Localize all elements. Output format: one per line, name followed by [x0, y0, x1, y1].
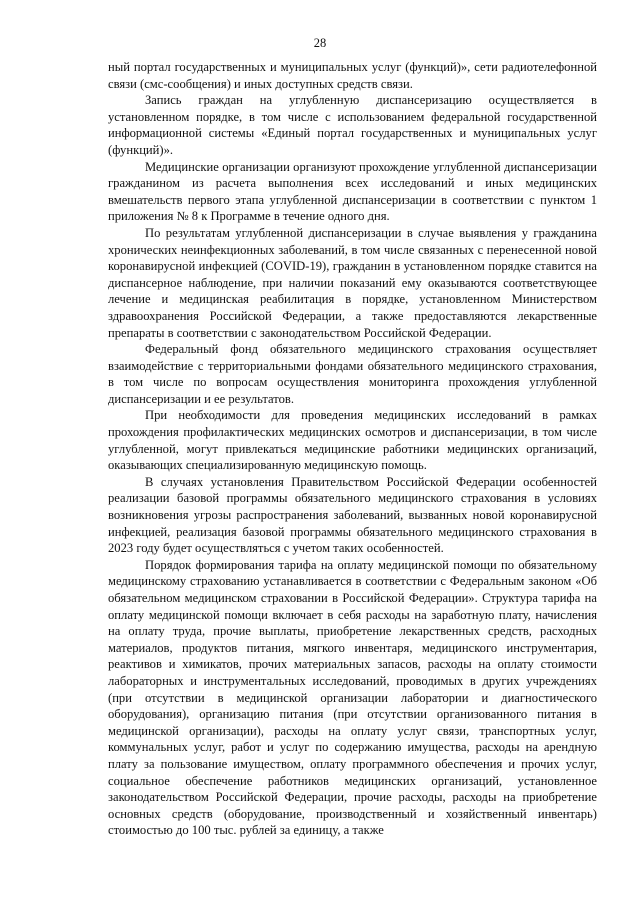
- paragraph-appointment-registration: Запись граждан на углубленную диспансеризацию осуществляется в установленном порядке, в том числе с использованием федеральной государственной информационной системы «Единый портал государственных и муниципальных услуг (функций)».: [108, 93, 597, 157]
- paragraph-tariff-structure: Порядок формирования тарифа на оплату медицинской помощи по обязательному медицинскому страхованию устанавливается в соответствии с Федеральным законом «Об обязательном медицинском страховании в Российской Федерации». Структура тарифа на оплату медицинской помощи включает в себя расходы на заработную плату, начисления на оплату труда, прочие выплаты, приобретение лекарственных средств, расходных материалов, продуктов питания, мягкого инвентаря, медицинского инструментария, реактивов и химикатов, прочих материальных запасов, расходы на оплату стоимости лабораторных и инструментальных исследований, проводимых в других учреждениях (при отсутствии в медицинской организации лаборатории и диагностического оборудования), организацию питания (при отсутствии организованного питания в медицинской организации), расходы на оплату услуг связи, транспортных услуг, коммунальных услуг, работ и услуг по содержанию имущества, расходы на арендную плату за пользование имуществом, оплату программного обеспечения и прочих услуг, социальное обеспечение работников медицинских организаций, установленное законодательством Российской Федерации, прочие расходы, расходы на приобретение основных средств (оборудование, производственный и хозяйственный инвентарь) стоимостью до 100 тыс. рублей за единицу, а также: [108, 557, 597, 838]
- paragraph-medical-workers: При необходимости для проведения медицинских исследований в рамках прохождения профилактических медицинских осмотров и диспансеризации, в том числе углубленной, могут привлекаться медицинские работники медицинских организаций, оказывающих специализированную медицинскую помощь.: [108, 408, 597, 473]
- paragraph-federal-fund: Федеральный фонд обязательного медицинского страхования осуществляет взаимодействие с территориальными фондами обязательного медицинского страхования, в том числе по вопросам осуществления мониторинга прохождения углубленной диспансеризации и ее результатов.: [108, 342, 597, 406]
- paragraph-diagnosis-results: По результатам углубленной диспансеризации в случае выявления у гражданина хронических неинфекционных заболеваний, в том числе связанных с перенесенной новой коронавирусной инфекцией (COVID-19), гражданин в установленном порядке ставится на диспансерное наблюдение, при наличии показаний ему оказываются соответствующее лечение и медицинская реабилитация в порядке, установленном Министерством здравоохранения Российской Федерации, а также предоставляются лекарственные препараты в соответствии с законодательством Российской Федерации.: [108, 225, 597, 340]
- paragraph-government-specifics: В случаях установления Правительством Российской Федерации особенностей реализации базовой программы обязательного медицинского страхования в условиях возникновения угрозы распространения заболеваний, вызванных новой коронавирусной инфекцией, реализация базовой программы обязательного медицинского страхования в 2023 году будет осуществляться с учетом таких особенностей.: [108, 474, 597, 556]
- paragraph-medical-organizations: Медицинские организации организуют прохождение углубленной диспансеризации гражданином из расчета выполнения всех исследований и иных медицинских вмешательств первого этапа углубленной диспансеризации в соответствии с пунктом 1 приложения № 8 к Программе в течение одного дня.: [108, 159, 597, 224]
- page-number: 28: [313, 36, 327, 50]
- paragraph-continuation: ный портал государственных и муниципальных услуг (функций)», сети радиотелефонной связи (смс-сообщения) и иных доступных средств связи.: [108, 60, 597, 91]
- body-text: [108, 59, 597, 839]
